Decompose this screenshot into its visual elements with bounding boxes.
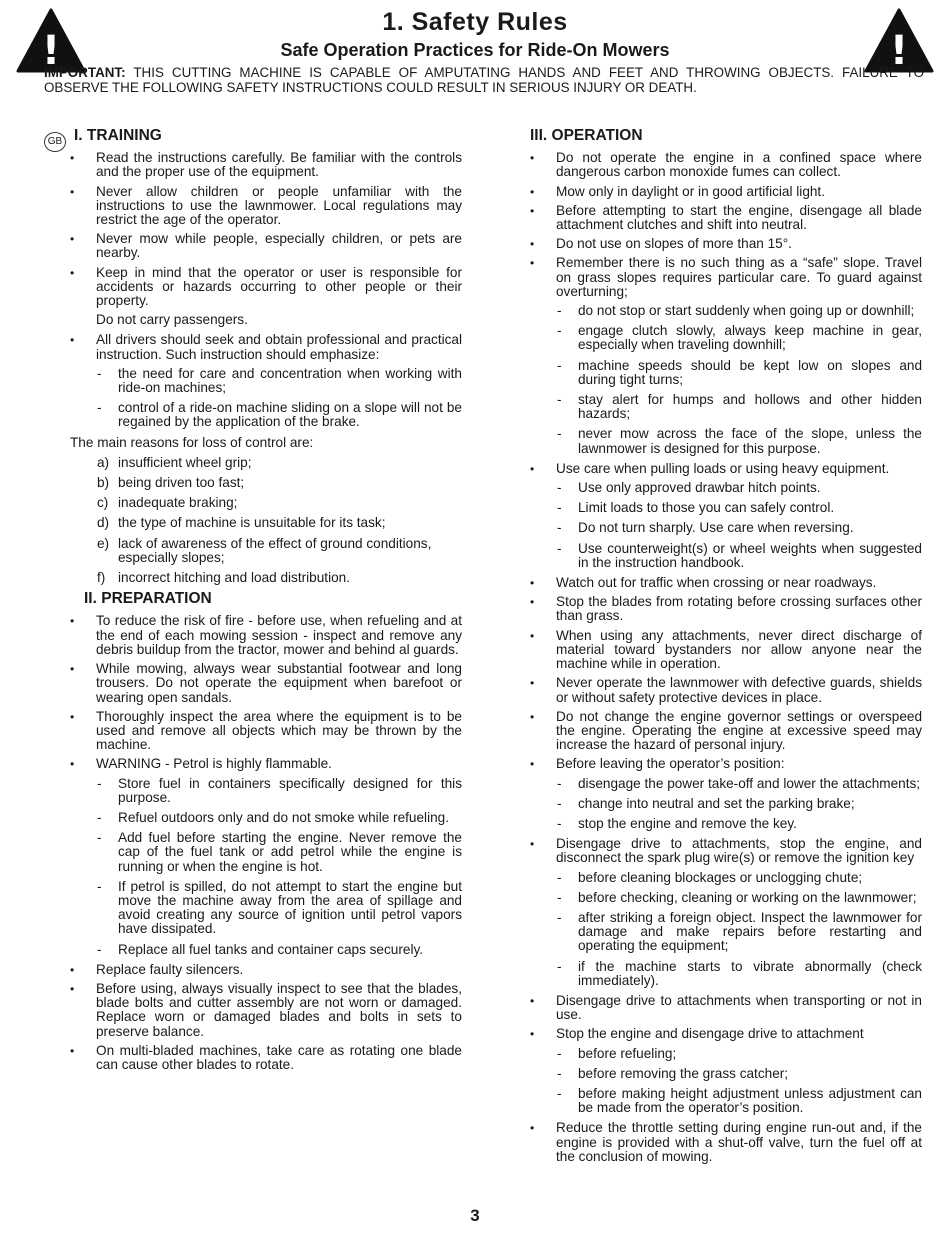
ordered-item <box>70 496 462 510</box>
svg-text:!: ! <box>41 28 61 74</box>
svg-text:!: ! <box>889 28 909 74</box>
ordered-text: lack of awareness of the effect of ground conditions, especially slopes; <box>118 535 432 565</box>
reasons-lead: The main reasons for loss of control are: <box>70 434 314 450</box>
page-title: 1. Safety Rules <box>382 8 568 36</box>
list-item: • Read the instructions carefully. Be familiar with the controls and the proper use of the equipment. <box>70 151 462 179</box>
sub-list-item: - do not stop or start suddenly when going up or downhill; <box>530 304 922 318</box>
ordered-text: inadequate braking; <box>118 495 238 511</box>
ordered-label: a) <box>97 454 110 470</box>
left-column <box>70 129 462 1077</box>
important-notice <box>44 66 924 95</box>
list-item: • Disengage drive to attachments when transporting or not in use. <box>530 994 922 1022</box>
list-item: • Stop the engine and disengage drive to attachment <box>530 1027 922 1041</box>
ordered-item <box>70 476 462 490</box>
list-item: • Thoroughly inspect the area where the equipment is to be used and remove all objects which may be thrown by the machine. <box>70 710 462 753</box>
ordered-item <box>70 516 462 530</box>
list-item: • Never operate the lawnmower with defective guards, shields or without safety protective devices in place. <box>530 676 922 704</box>
section-title-training: I. TRAINING <box>74 127 162 144</box>
list-item-continuation: Do not carry passengers. <box>96 312 248 328</box>
list-item: • Replace faulty silencers. <box>70 963 462 977</box>
sub-list-item: - change into neutral and set the parking brake; <box>530 797 922 811</box>
ordered-text: incorrect hitching and load distribution. <box>118 570 350 586</box>
sub-list-item: - Do not turn sharply. Use care when reversing. <box>530 521 922 535</box>
list-item: • Never allow children or people unfamiliar with the instructions to use the lawnmower. Local regulations may restrict the age of the operator. <box>70 185 462 228</box>
sub-list-item: - before refueling; <box>530 1047 922 1061</box>
sub-list-item: - before cleaning blockages or unclogging chute; <box>530 871 922 885</box>
sub-list-item: - control of a ride-on machine sliding on a slope will not be regained by the application of the brake. <box>70 401 462 429</box>
ordered-item <box>70 571 462 585</box>
ordered-text: insufficient wheel grip; <box>118 454 252 470</box>
list-item: • While mowing, always wear substantial footwear and long trousers. Do not operate the equipment when barefoot or wearing open sandals. <box>70 662 462 705</box>
sub-list-item: - after striking a foreign object. Inspect the lawnmower for damage and make repairs before restarting and operating the equipment; <box>530 911 922 954</box>
section-title-preparation: II. PREPARATION <box>84 590 212 608</box>
page-number: 3 <box>470 1206 480 1225</box>
sub-list-item: - Use counterweight(s) or wheel weights when suggested in the instruction handbook. <box>530 542 922 570</box>
sub-list-item: - disengage the power take-off and lower the attachments; <box>530 777 922 791</box>
list-item: • WARNING - Petrol is highly flammable. <box>70 757 462 771</box>
list-item: • When using any attachments, never direct discharge of material toward bystanders nor allow anyone near the machine while in operation. <box>530 629 922 672</box>
list-item: • Mow only in daylight or in good artificial light. <box>530 185 922 199</box>
important-text: THIS CUTTING MACHINE IS CAPABLE OF AMPUTATING HANDS AND FEET AND THROWING OBJECTS. FAILURE TO OBSERVE THE FOLLOWING SAFETY INSTRUCTIONS COULD RESULT IN SERIOUS INJURY OR DEATH. <box>44 65 924 95</box>
list-item: • Stop the blades from rotating before crossing surfaces other than grass. <box>530 595 922 623</box>
list-item: • Never mow while people, especially children, or pets are nearby. <box>70 232 462 260</box>
list-item: • Before leaving the operator’s position: <box>530 757 922 771</box>
list-item: • To reduce the risk of fire - before use, when refueling and at the end of each mowing session - inspect and remove any debris buildup from the tractor, mower and behind al guards. <box>70 614 462 657</box>
list-item: • All drivers should seek and obtain professional and practical instruction. Such instruction should emphasize: <box>70 333 462 361</box>
sub-list-item: - Limit loads to those you can safely control. <box>530 501 922 515</box>
sub-list-item: - before removing the grass catcher; <box>530 1067 922 1081</box>
ordered-text: being driven too fast; <box>118 475 245 491</box>
ordered-label: f) <box>97 570 106 586</box>
sub-list-item: - before making height adjustment unless adjustment can be made from the operator’s position. <box>530 1087 922 1115</box>
sub-list-item: - If petrol is spilled, do not attempt to start the engine but move the machine away from the area of spillage and avoid creating any source of ignition until petrol vapors have dissipated. <box>70 880 462 937</box>
list-item: • Remember there is no such thing as a “safe” slope. Travel on grass slopes requires particular care. To guard against overturning; <box>530 256 922 299</box>
language-badge: GB <box>44 132 66 152</box>
ordered-label: d) <box>97 515 110 531</box>
ordered-label: b) <box>97 475 110 491</box>
list-item: • Before using, always visually inspect to see that the blades, blade bolts and cutter assembly are not worn or damaged. Replace worn or damaged blades and bolts in sets to preserve balance. <box>70 982 462 1039</box>
list-item: • On multi-bladed machines, take care as rotating one blade can cause other blades to rotate. <box>70 1044 462 1072</box>
ordered-item <box>70 456 462 470</box>
sub-list-item: - Store fuel in containers specifically designed for this purpose. <box>70 777 462 805</box>
list-item: • Do not use on slopes of more than 15°. <box>530 237 922 251</box>
important-label: IMPORTANT: <box>44 65 126 80</box>
list-item: • Disengage drive to attachments, stop the engine, and disconnect the spark plug wire(s) or remove the ignition key <box>530 837 922 865</box>
sub-list-item: - Use only approved drawbar hitch points. <box>530 481 922 495</box>
sub-list-item: - Replace all fuel tanks and container caps securely. <box>70 943 462 957</box>
sub-list-item: - stop the engine and remove the key. <box>530 817 922 831</box>
sub-list-item: - Refuel outdoors only and do not smoke while refueling. <box>70 811 462 825</box>
ordered-label: c) <box>97 495 109 511</box>
sub-list-item: - if the machine starts to vibrate abnormally (check immediately). <box>530 960 922 988</box>
sub-list-item: - before checking, cleaning or working on the lawnmower; <box>530 891 922 905</box>
right-column <box>530 129 922 1169</box>
list-item: • Do not change the engine governor settings or overspeed the engine. Operating the engine at excessive speed may increase the hazard of personal injury. <box>530 710 922 753</box>
page-subtitle: Safe Operation Practices for Ride-On Mowers <box>280 40 670 60</box>
list-item: • Use care when pulling loads or using heavy equipment. <box>530 462 922 476</box>
sub-list-item: - stay alert for humps and hollows and other hidden hazards; <box>530 393 922 421</box>
list-item: • Watch out for traffic when crossing or near roadways. <box>530 576 922 590</box>
sub-list-item: - never mow across the face of the slope, unless the lawnmower is designed for this purpose. <box>530 427 922 455</box>
ordered-label: e) <box>97 535 110 551</box>
sub-list-item: - machine speeds should be kept low on slopes and during tight turns; <box>530 359 922 387</box>
sub-list-item: - the need for care and concentration when working with ride-on machines; <box>70 367 462 395</box>
section-title-operation: III. OPERATION <box>530 127 643 144</box>
sub-list-item: - Add fuel before starting the engine. Never remove the cap of the fuel tank or add petrol while the engine is running or when the engine is hot. <box>70 831 462 874</box>
list-item: • Keep in mind that the operator or user is responsible for accidents or hazards occurring to other people or their property. <box>70 266 462 309</box>
list-item: • Reduce the throttle setting during engine run-out and, if the engine is provided with a shut-off valve, turn the fuel off at the conclusion of mowing. <box>530 1121 922 1164</box>
sub-list-item: - engage clutch slowly, always keep machine in gear, especially when traveling downhill; <box>530 324 922 352</box>
ordered-item <box>70 537 462 565</box>
list-item: • Do not operate the engine in a confined space where dangerous carbon monoxide fumes can collect. <box>530 151 922 179</box>
list-item: • Before attempting to start the engine, disengage all blade attachment clutches and shift into neutral. <box>530 204 922 232</box>
ordered-text: the type of machine is unsuitable for its task; <box>118 515 386 531</box>
